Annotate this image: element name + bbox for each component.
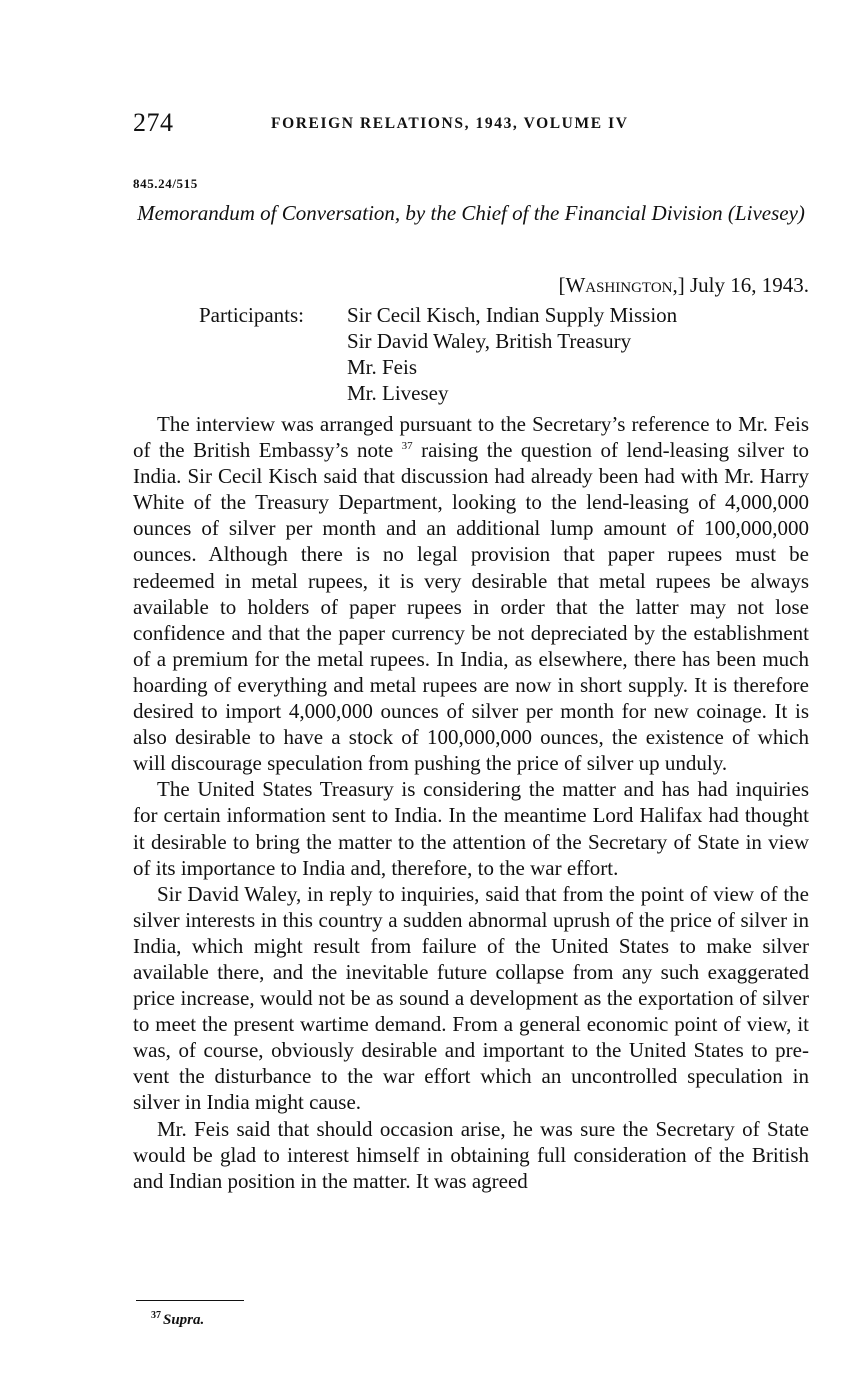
footnote-number: 37 [151, 1310, 161, 1321]
paragraph-1-text-continued: raising the question of lend-leasing silver to India. Sir Cecil Kisch said that discussion had already been had with Mr. Harry White of the Treasury Department, looking to the lend-leasing of 4,000,000 ounces of silver per month and an additional lump amount of 100,000,000 ounces. Although there is no legal provision that paper rupees must be redeemed in metal rupees, it is very desirable that metal rupees be always available to holders of paper rupees in order that the latter may not lose confidence and that the paper currency be not depreciated by the establishment of a premium for the metal rupees. In India, as elsewhere, there has been much hoarding of everything and metal rupees are now in short supply. It is therefore desired to import 4,000,000 ounces of silver per month for new coinage. It is also desirable to have a stock of 100,000,000 ounces, the existence of which will discourage speculation from pushing the price of silver up unduly. [133, 438, 809, 776]
footnote-text: Supra. [163, 1312, 205, 1328]
page-number: 274 [133, 108, 174, 137]
dateline-place: Washington, [565, 273, 678, 297]
paragraph-2: The United States Treasury is considering the matter and has had inquiries for certain information sent to India. In the meantime Lord Halifax had thought it desirable to bring the matter to the attention of the Secretary of State in view of its importance to India and, therefore, to the war effort. [133, 777, 809, 880]
participant: Mr. Feis [347, 355, 418, 379]
running-header [133, 108, 809, 140]
participant: Sir David Waley, British Treasury [347, 329, 632, 353]
document-page [133, 0, 809, 1380]
participant: Sir Cecil Kisch, Indian Supply Mission [347, 303, 678, 327]
participant: Mr. Livesey [347, 381, 449, 405]
participants-list [347, 302, 677, 406]
paragraph-1 [133, 411, 809, 776]
dateline: [Washington,] July 16, 1943. [558, 273, 809, 297]
paragraph-4: Mr. Feis said that should occasion arise, he was sure the Secretary of State would be glad to interest himself in obtaining full consideration of the British and Indian position in the matter. It was agreed [133, 1116, 809, 1193]
footnote-reference: 37 [401, 440, 413, 453]
file-number: 845.24/515 [133, 176, 198, 191]
paragraph-1-text: The interview was arranged pursuant to the Secretary’s reference to Mr. Feis of the British Embassy’s note [133, 412, 809, 463]
participants-label: Participants: [199, 303, 304, 327]
footnote [151, 1310, 204, 1329]
footnote-divider [136, 1300, 244, 1301]
running-title: FOREIGN RELATIONS, 1943, VOLUME IV [271, 115, 629, 132]
dateline-date: July 16, 1943. [689, 273, 809, 297]
memorandum-body [133, 411, 809, 1194]
paragraph-3: Sir David Waley, in reply to inquiries, said that from the point of view of the silver interests in this country a sudden abnormal uprush of the price of silver in India, which might result from failure of the United States to make silver available there, and the inevitable future collapse from any such exaggerated price increase, would not be as sound a development as the exportation of silver to meet the present wartime demand. From a general economic point of view, it was, of course, obviously desirable and important to the United States to prevent the disturbance to the war effort which an uncontrolled speculation in silver in India might cause. [133, 881, 809, 1115]
document-title: Memorandum of Conversation, by the Chief of the Financial Division (Livesey) [137, 201, 805, 225]
